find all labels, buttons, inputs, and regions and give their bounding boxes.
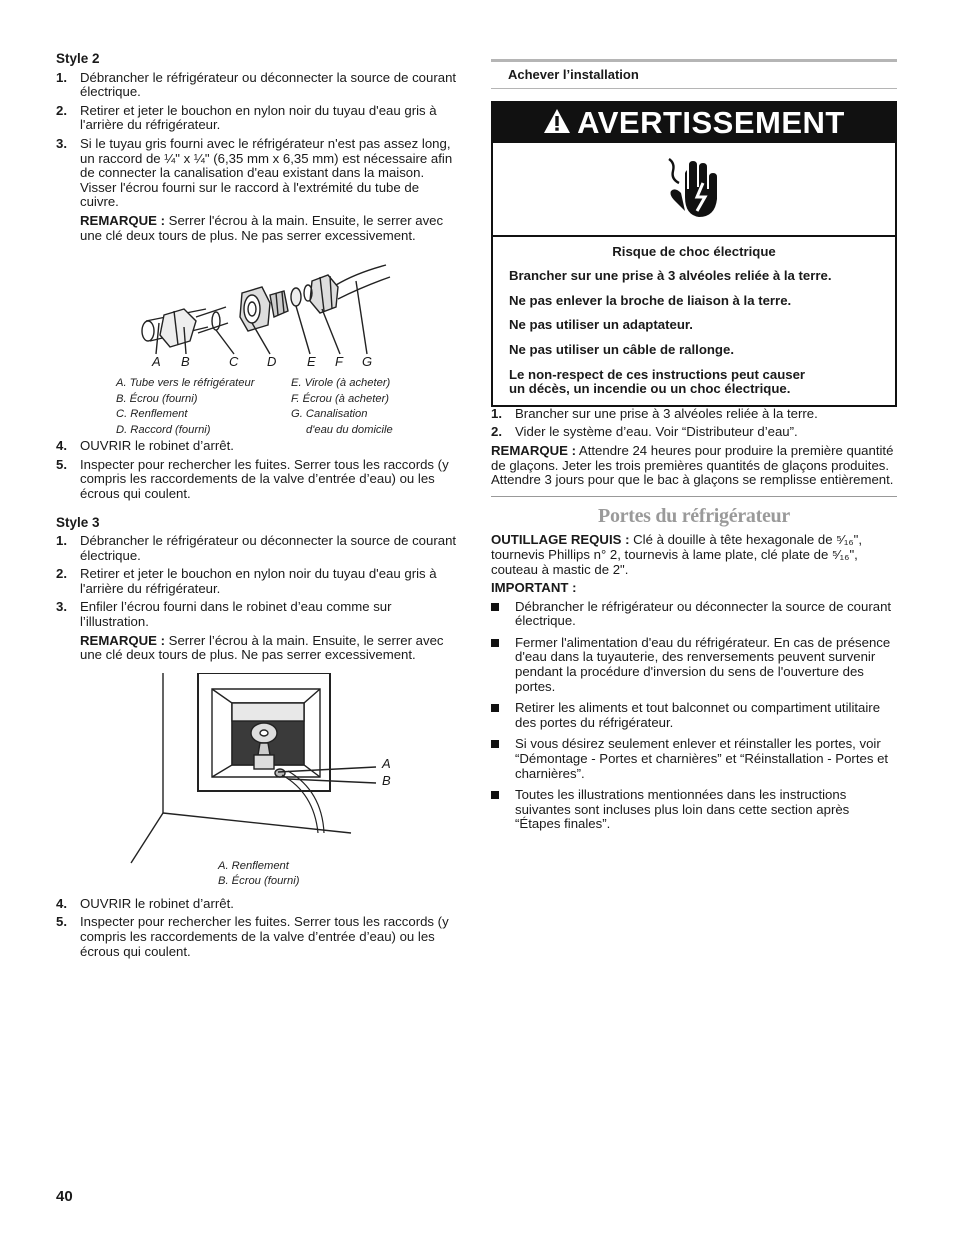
doors-bullet-4: Si vous désirez seulement enlever et réinstaller les portes, voir “Démontage - Portes et charnières” et “Réinstallation - Portes et charnières”.	[491, 737, 897, 781]
warning-header	[493, 103, 895, 143]
electric-shock-hand-icon	[663, 153, 723, 225]
fig-letter-b: B	[181, 354, 190, 370]
fig-letter-a: A	[152, 354, 161, 370]
warning-icon-row	[493, 143, 895, 237]
style3-step-3: 3. Enfiler l’écrou fourni dans le robinet d’eau comme sur l’illustration.	[56, 599, 392, 630]
warning-line-4: Ne pas utiliser un adaptateur.	[509, 317, 693, 333]
section-heading: Achever l’installation	[491, 59, 897, 89]
install-steps	[491, 407, 897, 440]
style2-step-4: 4. OUVRIR le robinet d’arrêt.	[56, 438, 234, 454]
style3-steps	[56, 534, 460, 630]
style2-steps-after	[56, 439, 460, 501]
style2-step-2: 2. Retirer et jeter le bouchon en nylon noir du tuyau d'eau gris à l'arrière du réfrigérateur.	[56, 102, 437, 133]
style2-step-3: 3. Si le tuyau gris fourni avec le réfrigérateur n'est pas assez long, un raccord de ¼" x ¼" (6,35 mm x 6,35 mm) est nécessaire afin de connecter la canalisation d'eau existant dans la maison. Visser l'écrou fourni sur le raccord à l'extrémité du tube de cuivre.	[56, 135, 453, 210]
style2-caption-right: E. Virole (à acheter) F. Écrou (à acheter) G. Canalisation d'eau du domicile	[291, 377, 393, 436]
style3-caption: A. Renflement B. Écrou (fourni)	[218, 859, 300, 888]
warning-line-5: Ne pas utiliser un câble de rallonge.	[509, 341, 734, 357]
fig-letter-c: C	[229, 354, 239, 370]
warning-line-3: Ne pas enlever la broche de liaison à la terre.	[509, 292, 792, 308]
install-step-2: 2. Vider le système d’eau. Voir “Distributeur d’eau”.	[491, 424, 798, 440]
fig-letter-g: G	[362, 354, 373, 370]
warning-box	[491, 101, 897, 407]
doors-bullet-2: Fermer l'alimentation d'eau du réfrigérateur. En cas de présence d'eau dans la tuyauterie, des renversements peuvent survenir pendant la procédure d'inversion du sens de l'ouverture des portes.	[491, 636, 897, 694]
style3-step-4: 4. OUVRIR le robinet d’arrêt.	[56, 895, 234, 911]
style2-caption-left: A. Tube vers le réfrigérateur B. Écrou (fourni) C. Renflement D. Raccord (fourni)	[116, 377, 255, 436]
left-column	[56, 52, 460, 963]
warning-line-2: Brancher sur une prise à 3 alvéoles reliée à la terre.	[509, 268, 832, 284]
install-step-1: 1. Brancher sur une prise à 3 alvéoles reliée à la terre.	[491, 405, 818, 421]
style3-note: REMARQUE : Serrer l’écrou à la main. Ensuite, le serrer avec une clé deux tours de plus. Ne pas serrer excessivement.	[80, 632, 444, 663]
style3-heading: Style 3	[56, 514, 100, 530]
style2-note: REMARQUE : Serrer l'écrou à la main. Ensuite, le serrer avec une clé deux tours de plus. Ne pas serrer excessivement.	[80, 212, 444, 243]
right-column	[491, 52, 897, 839]
style3-step-5: 5. Inspecter pour rechercher les fuites. Serrer tous les raccords (y compris les raccordements de la valve d’entrée d’eau) ou les écrous qui coulent.	[56, 914, 449, 959]
style2-figure	[56, 249, 460, 439]
warning-text	[493, 237, 895, 405]
warning-line-1: Risque de choc électrique	[612, 243, 776, 259]
style3-figure	[56, 669, 460, 897]
fig-letter-d: D	[267, 354, 277, 370]
warning-line-7: un décès, un incendie ou un choc électrique.	[509, 381, 791, 397]
warning-triangle-icon	[543, 104, 571, 144]
warning-heading: AVERTISSEMENT	[577, 104, 845, 140]
style2-heading: Style 2	[56, 51, 100, 66]
fig3-letter-a: A	[382, 755, 391, 771]
style2-steps	[56, 71, 460, 210]
style2-step-5: 5. Inspecter pour rechercher les fuites. Serrer tous les raccords (y compris les raccordements de la valve d’entrée d’eau) ou les écrous qui coulent.	[56, 456, 449, 501]
shutoff-valve-illustration	[56, 673, 460, 873]
compression-fitting-illustration	[56, 251, 460, 361]
style3-step-1: 1. Débrancher le réfrigérateur ou déconnecter la source de courant électrique.	[56, 533, 457, 563]
style3-step-2: 2. Retirer et jeter le bouchon en nylon noir du tuyau d'eau gris à l'arrière du réfrigérateur.	[56, 566, 437, 596]
page-number: 40	[56, 1188, 73, 1205]
section-divider	[491, 496, 897, 497]
warning-line-6: Le non-respect de ces instructions peut causer	[509, 366, 806, 382]
tools-required: OUTILLAGE REQUIS : Clé à douille à tête hexagonale de ⁵⁄₁₆", tournevis Phillips n° 2, tournevis à lame plate, clé plate de ⁵⁄₁₆", couteau à mastic de 2".	[491, 532, 863, 577]
install-note: REMARQUE : Attendre 24 heures pour produire la première quantité de glaçons. Jeter les trois premières quantités de glaçons produites. Attendre 3 jours pour que le bac à glaçons se remplisse entièrement.	[491, 442, 894, 488]
doors-title: Portes du réfrigérateur	[598, 504, 790, 527]
doors-bullet-1: Débrancher le réfrigérateur ou déconnecter la source de courant électrique.	[491, 600, 897, 629]
style2-step-1: 1. Débrancher le réfrigérateur ou déconnecter la source de courant électrique.	[56, 69, 457, 100]
fig-letter-f: F	[335, 354, 343, 370]
doors-bullet-5: Toutes les illustrations mentionnées dans les instructions suivantes sont incluses plus loin dans cette section après “Étapes finales”.	[491, 788, 897, 832]
doors-bullet-3: Retirer les aliments et tout balconnet ou compartiment utilitaire des portes du réfrigérateur.	[491, 701, 897, 730]
doors-bullets	[491, 600, 897, 832]
fig3-letter-b: B	[382, 772, 391, 788]
fig-letter-e: E	[307, 354, 316, 370]
style3-steps-after	[56, 897, 460, 959]
important-label: IMPORTANT :	[491, 580, 577, 596]
